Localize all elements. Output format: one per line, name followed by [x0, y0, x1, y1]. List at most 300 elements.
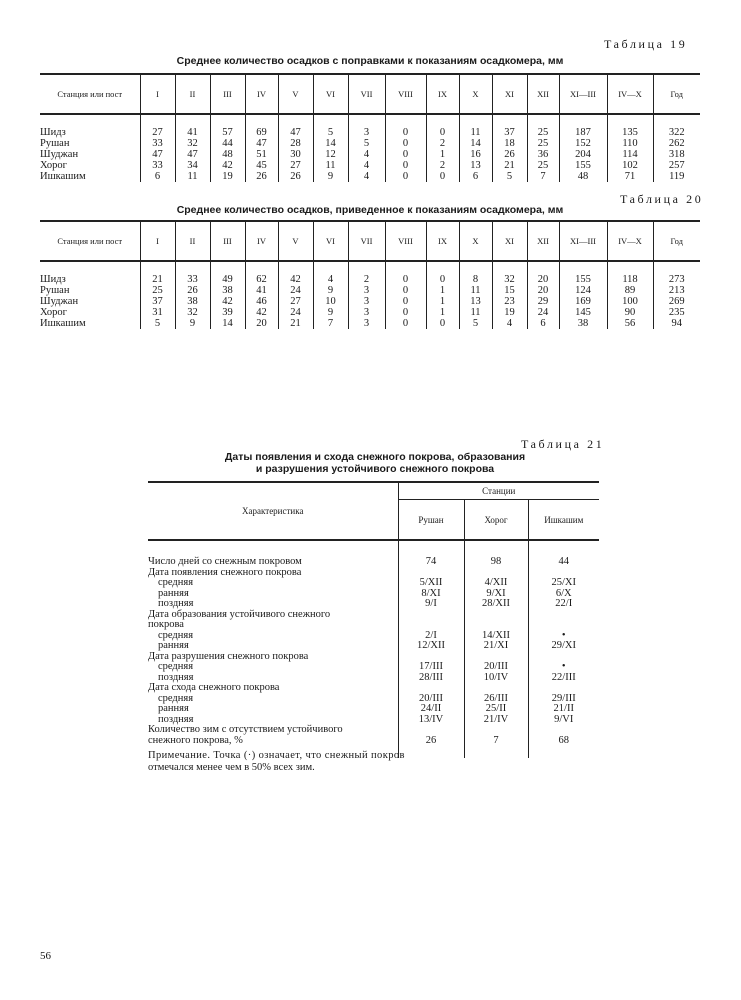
table-cell: 1 — [426, 285, 459, 296]
table19-header-14: IV—X — [607, 74, 653, 114]
station-name: Шуджан — [40, 149, 79, 160]
table-cell: 269 — [653, 296, 700, 307]
table-cell: 29 — [527, 296, 559, 307]
table-cell: 12/XII — [398, 641, 464, 652]
table-cell: 1 — [426, 149, 459, 160]
table-cell: 69 — [245, 114, 278, 138]
table-cell: 100 — [607, 296, 653, 307]
row-label: средняя — [158, 577, 194, 588]
table-cell: 23 — [492, 296, 527, 307]
table-cell — [398, 620, 464, 631]
table-row — [40, 307, 700, 318]
table-cell: 45 — [245, 160, 278, 171]
row-label: поздняя — [158, 713, 194, 725]
table21-title — [150, 451, 600, 475]
table20-header-2: II — [175, 221, 210, 261]
table-cell: 71 — [607, 171, 653, 182]
table-cell: 25 — [527, 114, 559, 138]
table-cell: 10 — [313, 296, 348, 307]
table-cell: 27 — [278, 296, 313, 307]
table20-header-5: V — [278, 221, 313, 261]
table-cell: 0 — [385, 160, 426, 171]
table20-header-4: IV — [245, 221, 278, 261]
table-cell: 3 — [348, 114, 385, 138]
table-cell — [398, 610, 464, 621]
station-rushan: Рушан — [398, 500, 464, 541]
table21-title-line1: Даты появления и схода снежного покрова, образования — [224, 451, 526, 463]
table-cell: 6 — [459, 171, 492, 182]
table-cell: 14 — [210, 318, 245, 329]
table-cell: 0 — [385, 114, 426, 138]
table-cell: 32 — [175, 307, 210, 318]
table-cell: 26 — [398, 736, 464, 758]
table-cell: 32 — [175, 138, 210, 149]
table21-note-line1: Примечание. Точка (·) означает, что снежный покров — [148, 750, 405, 761]
table-cell: 38 — [210, 285, 245, 296]
table-cell: 25 — [527, 138, 559, 149]
table-cell: 26 — [175, 285, 210, 296]
table-cell: 0 — [426, 114, 459, 138]
table-cell: 15 — [492, 285, 527, 296]
table-cell — [528, 725, 599, 736]
table-cell: 26 — [278, 171, 313, 182]
table-cell: 9/I — [398, 599, 464, 610]
table21-label: Таблица 21 — [521, 437, 605, 451]
table20-header-1: I — [140, 221, 175, 261]
table-row — [40, 296, 700, 307]
table-cell: 5 — [348, 138, 385, 149]
table19-header-3: III — [210, 74, 245, 114]
table20-header-10: X — [459, 221, 492, 261]
table20-header-11: XI — [492, 221, 527, 261]
table-cell: 187 — [559, 114, 607, 138]
table-cell: 0 — [426, 318, 459, 329]
table-cell: 33 — [175, 261, 210, 285]
table-cell: 213 — [653, 285, 700, 296]
table-cell: 22/I — [528, 599, 599, 610]
table-row — [148, 683, 599, 694]
table-cell: • — [528, 662, 599, 673]
table-cell: 47 — [245, 138, 278, 149]
table-cell: 0 — [385, 261, 426, 285]
table19-title: Среднее количество осадков с поправками к показаниям осадкомера, мм — [176, 55, 564, 67]
table-cell: 33 — [140, 160, 175, 171]
table-cell: 20 — [527, 285, 559, 296]
row-label: Дата образования устойчивого снежного — [148, 608, 331, 620]
table-row — [40, 285, 700, 296]
table-cell: 0 — [385, 149, 426, 160]
table-cell: 26 — [245, 171, 278, 182]
table-cell: 5 — [492, 171, 527, 182]
table-row — [40, 138, 700, 149]
station-name: Ишкашим — [40, 171, 86, 182]
table-cell: 14/XII — [464, 631, 528, 642]
table-cell: 0 — [385, 307, 426, 318]
table-cell: 14 — [313, 138, 348, 149]
table-row — [40, 261, 700, 285]
row-label: поздняя — [158, 671, 194, 683]
table-cell: 0 — [385, 318, 426, 329]
station-ishkashim: Ишкашим — [528, 500, 599, 541]
table-cell: 37 — [140, 296, 175, 307]
table-cell: 26 — [492, 149, 527, 160]
table19-header-1: I — [140, 74, 175, 114]
table-cell: 56 — [607, 318, 653, 329]
table-cell: 57 — [210, 114, 245, 138]
table-row — [148, 725, 599, 736]
table-cell: 3 — [348, 307, 385, 318]
table-cell: 4 — [348, 171, 385, 182]
table20-header-3: III — [210, 221, 245, 261]
table-cell — [464, 683, 528, 694]
table-row — [40, 160, 700, 171]
table-cell: 24 — [527, 307, 559, 318]
table-cell: 273 — [653, 261, 700, 285]
table-cell: 48 — [210, 149, 245, 160]
table-cell: 0 — [385, 285, 426, 296]
table-cell: 155 — [559, 160, 607, 171]
station-name: Хорог — [40, 307, 67, 318]
table-cell: 7 — [527, 171, 559, 182]
table19-header-15: Год — [653, 74, 700, 114]
table-cell: 51 — [245, 149, 278, 160]
table-cell: 29/III — [528, 694, 599, 705]
table-cell: 12 — [313, 149, 348, 160]
table-row — [148, 620, 599, 631]
table-cell: 13 — [459, 296, 492, 307]
table-cell: 262 — [653, 138, 700, 149]
table19-header-11: XI — [492, 74, 527, 114]
table-row — [40, 149, 700, 160]
table-cell: 13/IV — [398, 715, 464, 726]
table-cell: 28 — [278, 138, 313, 149]
table-row — [148, 589, 599, 600]
table20-header-7: VII — [348, 221, 385, 261]
table20-header-15: Год — [653, 221, 700, 261]
table-cell: 17/III — [398, 662, 464, 673]
table-cell: 155 — [559, 261, 607, 285]
table-cell: 38 — [559, 318, 607, 329]
table19-body — [40, 114, 700, 182]
table-cell: 119 — [653, 171, 700, 182]
table-cell: 5 — [313, 114, 348, 138]
table-cell: 25/II — [464, 704, 528, 715]
table-row — [148, 578, 599, 589]
table-cell: 42 — [210, 160, 245, 171]
table20 — [40, 220, 700, 329]
table-cell: 9 — [313, 307, 348, 318]
table-row — [148, 631, 599, 642]
row-label: покрова — [148, 619, 184, 630]
table-row — [148, 662, 599, 673]
table-cell: 11 — [459, 285, 492, 296]
table-cell: 21 — [278, 318, 313, 329]
table-cell: 20/III — [398, 694, 464, 705]
table-cell: 33 — [140, 138, 175, 149]
table-cell: 9/XI — [464, 589, 528, 600]
station-name: Шидз — [40, 274, 66, 285]
table19-header-4: IV — [245, 74, 278, 114]
table-cell: 19 — [492, 307, 527, 318]
table-cell: 114 — [607, 149, 653, 160]
table-cell: 124 — [559, 285, 607, 296]
table-cell: 9 — [313, 171, 348, 182]
table-cell: 0 — [385, 138, 426, 149]
table19 — [40, 73, 700, 182]
table-cell: 21/IV — [464, 715, 528, 726]
table19-header-8: VIII — [385, 74, 426, 114]
row-label: Количество зим с отсутствием устойчивого — [148, 724, 343, 735]
table-cell: 2 — [348, 261, 385, 285]
table-cell: 257 — [653, 160, 700, 171]
table-cell: 42 — [210, 296, 245, 307]
table-cell: 6 — [527, 318, 559, 329]
table-cell: 3 — [348, 296, 385, 307]
table-cell: 4 — [313, 261, 348, 285]
table-cell: 135 — [607, 114, 653, 138]
table-cell: 0 — [385, 296, 426, 307]
table-cell: 235 — [653, 307, 700, 318]
table-cell: 11 — [175, 171, 210, 182]
table-cell: 3 — [348, 285, 385, 296]
table-row — [148, 610, 599, 621]
table-cell: 11 — [313, 160, 348, 171]
table-cell: 28/III — [398, 673, 464, 684]
row-label: Дата появления снежного покрова — [148, 566, 302, 578]
table-cell: 19 — [210, 171, 245, 182]
table-row — [148, 704, 599, 715]
table-cell — [528, 683, 599, 694]
table-cell — [398, 683, 464, 694]
table-cell: 32 — [492, 261, 527, 285]
table20-header-9: IX — [426, 221, 459, 261]
table-cell: 2 — [426, 160, 459, 171]
table-row — [148, 568, 599, 579]
table-cell: • — [528, 631, 599, 642]
station-name: Шидз — [40, 127, 66, 138]
table19-header-row — [40, 74, 700, 114]
table-row — [148, 641, 599, 652]
table-cell: 38 — [175, 296, 210, 307]
table-cell: 9/VI — [528, 715, 599, 726]
table-cell: 44 — [528, 540, 599, 568]
row-label: Дата схода снежного покрова — [148, 682, 280, 693]
table-cell: 28/XII — [464, 599, 528, 610]
table-cell: 318 — [653, 149, 700, 160]
row-label: ранняя — [158, 640, 189, 651]
table-cell — [528, 610, 599, 621]
table-row — [148, 540, 599, 568]
table19-header-13: XI—III — [559, 74, 607, 114]
table-cell: 5/XII — [398, 578, 464, 589]
table20-header-8: VIII — [385, 221, 426, 261]
table19-header-10: X — [459, 74, 492, 114]
table-cell: 4/XII — [464, 578, 528, 589]
table-cell — [464, 620, 528, 631]
table21 — [148, 481, 599, 758]
table-row — [148, 652, 599, 663]
table21-note-line2: отмечался менее чем в 50% всех зим. — [148, 762, 315, 773]
table-cell: 322 — [653, 114, 700, 138]
table20-header-row — [40, 221, 700, 261]
table-cell: 98 — [464, 540, 528, 568]
table21-header-row1 — [148, 482, 599, 500]
table-row — [40, 318, 700, 329]
table-cell: 0 — [385, 171, 426, 182]
table-cell: 4 — [348, 160, 385, 171]
table-cell: 22/III — [528, 673, 599, 684]
station-khorog: Хорог — [464, 500, 528, 541]
row-label: ранняя — [158, 587, 189, 599]
table-row — [148, 599, 599, 610]
station-name: Рушан — [40, 285, 70, 296]
table-cell: 2/I — [398, 631, 464, 642]
table-cell: 18 — [492, 138, 527, 149]
station-name: Шуджан — [40, 296, 79, 307]
table-cell: 25 — [527, 160, 559, 171]
row-label: средняя — [158, 629, 194, 641]
table-cell: 4 — [492, 318, 527, 329]
station-name: Хорог — [40, 160, 67, 171]
table-cell: 21/II — [528, 704, 599, 715]
table-cell: 47 — [278, 114, 313, 138]
table20-header-0: Станция или пост — [57, 236, 123, 246]
table21-note — [148, 750, 608, 774]
table-cell: 2 — [426, 138, 459, 149]
table-cell: 27 — [140, 114, 175, 138]
table-cell: 16 — [459, 149, 492, 160]
table-cell: 44 — [210, 138, 245, 149]
row-label: Число дней со снежным покровом — [148, 556, 302, 567]
table-cell: 90 — [607, 307, 653, 318]
table-row — [40, 171, 700, 182]
table-cell: 24 — [278, 307, 313, 318]
table-cell — [398, 725, 464, 736]
row-label: ранняя — [158, 703, 189, 714]
table19-header-7: VII — [348, 74, 385, 114]
station-name: Ишкашим — [40, 318, 86, 329]
table21-header-char: Характеристика — [148, 482, 398, 540]
table-row — [40, 114, 700, 138]
table-cell: 21 — [492, 160, 527, 171]
table-cell — [464, 610, 528, 621]
table-cell: 42 — [245, 307, 278, 318]
row-label: средняя — [158, 661, 194, 672]
table-cell: 31 — [140, 307, 175, 318]
table20-header-13: XI—III — [559, 221, 607, 261]
table-cell: 169 — [559, 296, 607, 307]
table-cell: 11 — [459, 114, 492, 138]
table-row — [148, 694, 599, 705]
table-cell: 41 — [245, 285, 278, 296]
table19-header-2: II — [175, 74, 210, 114]
table20-header-14: IV—X — [607, 221, 653, 261]
table-cell: 21/XI — [464, 641, 528, 652]
table-cell: 5 — [459, 318, 492, 329]
table-cell: 9 — [175, 318, 210, 329]
table20-body — [40, 261, 700, 329]
table-cell: 24/II — [398, 704, 464, 715]
table20-label: Таблица 20 — [620, 192, 704, 206]
table-cell: 89 — [607, 285, 653, 296]
table-cell: 8/XI — [398, 589, 464, 600]
table19-label: Таблица 19 — [604, 37, 688, 51]
table-cell: 8 — [459, 261, 492, 285]
row-label: средняя — [158, 692, 194, 704]
table-cell: 41 — [175, 114, 210, 138]
table-cell: 68 — [528, 736, 599, 758]
table-cell: 1 — [426, 296, 459, 307]
table-cell: 0 — [426, 171, 459, 182]
table-cell: 62 — [245, 261, 278, 285]
table-cell: 10/IV — [464, 673, 528, 684]
table-cell: 27 — [278, 160, 313, 171]
row-label: поздняя — [158, 598, 194, 609]
table-cell: 37 — [492, 114, 527, 138]
table-cell: 7 — [464, 736, 528, 758]
table-cell: 0 — [426, 261, 459, 285]
table-cell: 3 — [348, 318, 385, 329]
table-cell: 42 — [278, 261, 313, 285]
table-cell: 9 — [313, 285, 348, 296]
table21-body — [148, 540, 599, 758]
table-cell: 94 — [653, 318, 700, 329]
table19-header-12: XII — [527, 74, 559, 114]
table-cell: 21 — [140, 261, 175, 285]
table-cell: 204 — [559, 149, 607, 160]
table-cell: 24 — [278, 285, 313, 296]
table-cell: 13 — [459, 160, 492, 171]
table-cell: 4 — [348, 149, 385, 160]
table-cell: 5 — [140, 318, 175, 329]
table-cell: 6 — [140, 171, 175, 182]
table-cell: 46 — [245, 296, 278, 307]
table-cell: 49 — [210, 261, 245, 285]
table-cell: 20 — [245, 318, 278, 329]
row-label: Дата разрушения снежного покрова — [148, 650, 309, 662]
table-cell — [528, 620, 599, 631]
table-cell: 47 — [140, 149, 175, 160]
table-cell: 47 — [175, 149, 210, 160]
table-cell: 74 — [398, 540, 464, 568]
table-cell: 36 — [527, 149, 559, 160]
table-cell: 1 — [426, 307, 459, 318]
table20-header-6: VI — [313, 221, 348, 261]
table20-title: Среднее количество осадков, приведенное к показаниям осадкомера, мм — [176, 204, 564, 216]
table19-header-9: IX — [426, 74, 459, 114]
table19-header-5: V — [278, 74, 313, 114]
page-number: 56 — [40, 950, 51, 962]
table-cell: 6/X — [528, 589, 599, 600]
table-cell: 25 — [140, 285, 175, 296]
table-cell: 20/III — [464, 662, 528, 673]
table-cell: 29/XI — [528, 641, 599, 652]
table-cell: 7 — [313, 318, 348, 329]
row-label: снежного покрова, % — [148, 734, 243, 746]
table19-header-6: VI — [313, 74, 348, 114]
table20-header-12: XII — [527, 221, 559, 261]
table-cell: 152 — [559, 138, 607, 149]
station-name: Рушан — [40, 138, 70, 149]
table-cell: 110 — [607, 138, 653, 149]
table-cell: 102 — [607, 160, 653, 171]
table-cell: 30 — [278, 149, 313, 160]
table21-title-line2: и разрушения устойчивого снежного покрова — [255, 463, 495, 475]
table19-header-0: Станция или пост — [57, 89, 123, 99]
table-cell: 26/III — [464, 694, 528, 705]
table-cell — [464, 725, 528, 736]
table-cell: 34 — [175, 160, 210, 171]
